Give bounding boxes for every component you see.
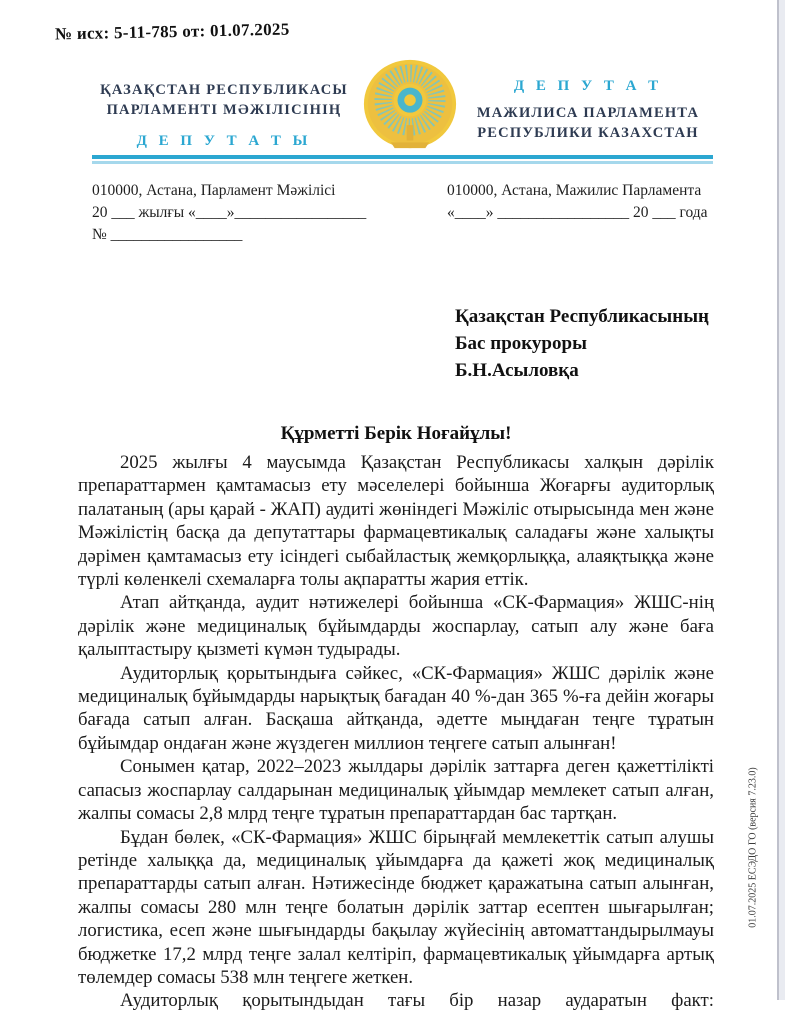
recipient-line1: Қазақстан Республикасының (455, 306, 709, 327)
letterhead-left (88, 80, 360, 151)
deputy-label-kk: Д Е П У Т А Т Ы (136, 133, 312, 149)
divider-bar-light (92, 161, 713, 164)
body-paragraph-3: Аудиторлық қорытындыға сәйкес, «СК-Фармация» ЖШС дәрілік және медициналық бұйымдарды нарықтық бағадан 40 %-дан 365 %-ға дейін жоғары бағада сатып алған. Басқаша айтқанда, әдетте мыңдаған теңге тұратын бұйымдар ондаған және жүздеген миллион теңгеге сатып алынған! (78, 662, 714, 754)
deputy-label-ru: Д Е П У Т А Т (513, 78, 663, 94)
recipient-block (455, 303, 709, 384)
letterhead-left-title-line1: ҚАЗАҚСТАН РЕСПУБЛИКАСЫ (100, 82, 348, 98)
recipient-line2: Бас прокуроры (455, 333, 587, 354)
address-block-ru (447, 180, 708, 224)
salutation: Құрметті Берік Ноғайұлы! (280, 423, 512, 444)
body-paragraph-6: Аудиторлық қорытындыдан тағы бір назар аударатын факт: (120, 990, 714, 1012)
recipient-line3: Б.Н.Асыловқа (455, 360, 579, 381)
divider-bar (92, 155, 713, 165)
letterhead-right-title-line2: РЕСПУБЛИКИ КАЗАХСТАН (477, 125, 699, 141)
letterhead-right-title-line1: МАЖИЛИСА ПАРЛАМЕНТА (476, 105, 700, 121)
outgoing-number-stamp: № исх: 5-11-785 от: 01.07.2025 (54, 19, 290, 44)
address-ru-date-line: «____» _________________ 20 ___ года (447, 204, 708, 221)
scan-edge-strip (779, 0, 785, 1000)
letterhead-right (462, 76, 714, 143)
letterhead-left-title-line2: ПАРЛАМЕНТІ МӘЖІЛІСІНІҢ (106, 102, 342, 118)
esedo-version-note: 01.07.2025 ЕСЭДО ГО (версия 7.23.0) (747, 767, 759, 928)
address-ru-line1: 010000, Астана, Мажилис Парламента (447, 182, 702, 199)
letter-body (78, 451, 714, 1012)
body-paragraph-4: Сонымен қатар, 2022–2023 жылдары дәрілік заттарға деген қажеттілікті сапасыз жоспарлау салдарынан медициналық ұйымдар мемлекет сатып алған, жалпы сомасы 2,8 млрд теңге тұратын препараттардан бас тартқан. (78, 756, 714, 825)
body-paragraph-1: 2025 жылғы 4 маусымда Қазақстан Республикасы халқын дәрілік препараттармен қамтамасыз ету мәселелері бойынша Жоғарғы аудиторлық палатаның (ары қарай - ЖАП) аудиті жөніндегі Мәжіліс отырысында мен және Мәжілістің басқа да депутаттары фармацевтикалық саладағы және халықты дәрімен қамтамасыз ету ісіндегі сыбайластық жемқорлыққа, алаяқтыққа және түрлі көленкелі схемаларға толы ақпаратты жария еттік. (78, 452, 714, 591)
address-block-kk (92, 180, 366, 246)
address-kk-line1: 010000, Астана, Парламент Мәжілісі (92, 182, 336, 199)
body-paragraph-2: Атап айтқанда, аудит нәтижелері бойынша «СК-Фармация» ЖШС-нің дәрілік және медициналық бұйымдарды жоспарлау, сатып алу және баға қалыптастыру қызметі күмән тудырады. (78, 592, 714, 661)
address-kk-number-line: № _________________ (92, 226, 243, 243)
state-emblem-icon (359, 56, 461, 152)
body-paragraph-5: Бұдан бөлек, «СК-Фармация» ЖШС бірыңғай мемлекеттік сатып алушы ретінде халыққа да, медициналық ұйымдарға да қажеті жоқ медициналық препараттарды сатып алған. Нәтижесінде бюджет қаражатына сатып алынған, жалпы сомасы 280 млн теңге болатын дәрілік заттар есептен шығарылған; логистика, есеп және шығындарды бақылау жүйесінің автоматтандырылмауы бюджетке 17,2 млрд теңге залал келтіріп, фармацевтикалық ұйымдарға артық төлемдер сомасы 538 млн теңгеге жеткен. (78, 826, 714, 988)
address-kk-date-line: 20 ___ жылғы «____»_________________ (92, 204, 367, 221)
